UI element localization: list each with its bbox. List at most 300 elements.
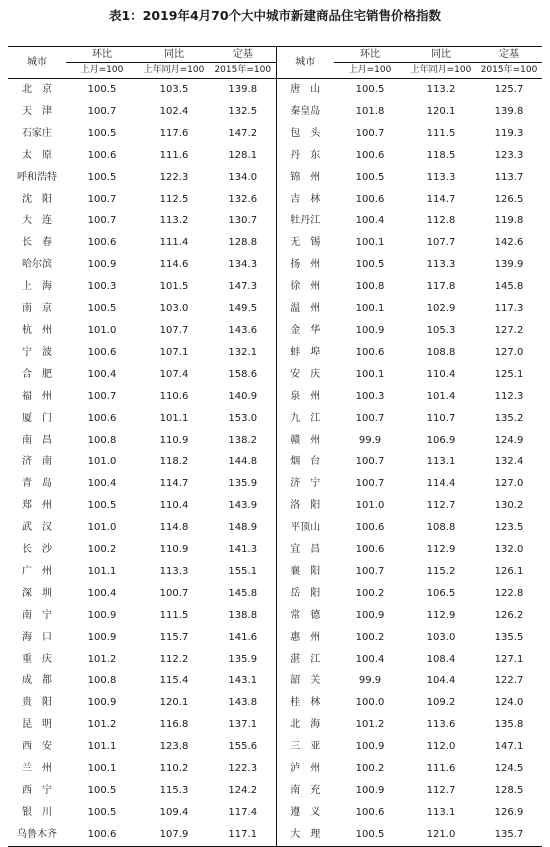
- right-base-cell: 125.1: [494, 368, 524, 380]
- left-yoy-cell: 114.6: [159, 259, 189, 271]
- right-yoy-cell: 110.4: [426, 368, 456, 380]
- header-city-left: 城市: [8, 47, 66, 79]
- left-city-cell: 上 海: [22, 281, 52, 293]
- right-base-cell: 113.7: [494, 171, 524, 183]
- table-row: [8, 780, 542, 802]
- header-mom-right: 环比: [334, 47, 406, 63]
- right-mom-cell: 100.4: [355, 653, 385, 665]
- right-yoy-cell: 102.9: [426, 303, 456, 315]
- right-base-cell: 122.8: [494, 587, 524, 599]
- right-yoy-cell: 112.9: [426, 609, 456, 621]
- left-mom-cell: 100.4: [87, 478, 117, 490]
- right-base-cell: 147.1: [494, 741, 524, 753]
- right-mom-cell: 100.5: [355, 171, 385, 183]
- right-yoy-cell: 117.8: [426, 281, 456, 293]
- right-city-cell: 三 亚: [276, 736, 334, 758]
- header-yoy-sub-right: 上年同月=100: [406, 63, 476, 79]
- right-yoy-cell: 109.2: [426, 697, 456, 709]
- right-base-cell: 124.9: [494, 434, 524, 446]
- right-mom-cell: 100.7: [355, 565, 385, 577]
- right-yoy-cell: 112.0: [426, 741, 456, 753]
- right-base-cell: 139.9: [494, 259, 524, 271]
- right-mom-cell: 100.0: [355, 697, 385, 709]
- table-row: [8, 824, 542, 846]
- left-yoy-cell: 102.4: [159, 105, 189, 117]
- table-row: [8, 276, 542, 298]
- left-mom-cell: 100.3: [87, 281, 117, 293]
- left-mom-cell: 100.7: [87, 193, 117, 205]
- right-base-cell: 119.8: [494, 215, 524, 227]
- right-mom-cell: 101.0: [355, 500, 385, 512]
- table-row: [8, 232, 542, 254]
- right-city-cell: 遵 义: [276, 802, 334, 824]
- left-base-cell: 134.3: [228, 259, 258, 271]
- right-city-cell: 常 德: [276, 605, 334, 627]
- left-city-cell: 昆 明: [22, 719, 52, 731]
- left-yoy-cell: 110.2: [159, 763, 189, 775]
- left-mom-cell: 101.0: [87, 456, 117, 468]
- right-mom-cell: 100.6: [355, 522, 385, 534]
- right-mom-cell: 100.6: [355, 544, 385, 556]
- table-row: [8, 145, 542, 167]
- right-yoy-cell: 115.2: [426, 565, 456, 577]
- right-city-cell: 桂 林: [276, 692, 334, 714]
- left-yoy-cell: 110.9: [159, 434, 189, 446]
- table-row: [8, 670, 542, 692]
- left-base-cell: 158.6: [228, 368, 258, 380]
- right-base-cell: 135.7: [476, 824, 542, 846]
- right-mom-cell: 100.9: [355, 324, 385, 336]
- table-row: [8, 736, 542, 758]
- left-yoy-cell: 110.4: [159, 500, 189, 512]
- table-row: [8, 298, 542, 320]
- left-base-cell: 134.0: [228, 171, 258, 183]
- right-yoy-cell: 106.5: [426, 587, 456, 599]
- right-base-cell: 125.7: [494, 84, 524, 95]
- right-yoy-cell: 112.7: [426, 785, 456, 796]
- table-row: [8, 320, 542, 342]
- left-base-cell: 132.1: [228, 346, 258, 358]
- left-city-cell: 贵 阳: [22, 697, 52, 709]
- left-city-cell: 宁 波: [22, 346, 52, 358]
- table-row: [8, 605, 542, 627]
- left-base-cell: 138.2: [228, 434, 258, 446]
- left-base-cell: 147.2: [228, 127, 258, 139]
- header-yoy-right: 同比: [406, 47, 476, 63]
- left-base-cell: 153.0: [228, 412, 258, 424]
- table-row: [8, 758, 542, 780]
- left-yoy-cell: 116.8: [159, 719, 189, 731]
- left-city-cell: 郑 州: [22, 500, 52, 512]
- left-city-cell: 呼和浩特: [17, 171, 57, 183]
- right-base-cell: 135.8: [494, 719, 524, 731]
- right-city-cell: 秦皇岛: [276, 101, 334, 123]
- right-yoy-cell: 114.7: [426, 193, 456, 205]
- right-mom-cell: 100.9: [355, 609, 385, 621]
- right-mom-cell: 100.1: [355, 237, 385, 249]
- table-row: [8, 539, 542, 561]
- right-mom-cell: 100.1: [355, 303, 385, 315]
- right-city-cell: 岳 阳: [276, 583, 334, 605]
- right-yoy-cell: 103.0: [426, 631, 456, 643]
- right-yoy-cell: 108.8: [426, 522, 456, 534]
- right-base-cell: 128.5: [494, 785, 524, 796]
- left-city-cell: 长 春: [22, 237, 52, 249]
- left-base-cell: 128.8: [228, 237, 258, 249]
- left-mom-cell: 100.7: [87, 215, 117, 227]
- table-row: [8, 364, 542, 386]
- right-mom-cell: 99.9: [358, 434, 382, 446]
- left-yoy-cell: 110.9: [159, 544, 189, 556]
- right-city-cell: 襄 阳: [276, 561, 334, 583]
- left-mom-cell: 100.9: [87, 631, 117, 643]
- left-yoy-cell: 123.8: [159, 741, 189, 753]
- left-yoy-cell: 109.4: [159, 806, 189, 818]
- right-city-cell: 蚌 埠: [276, 342, 334, 364]
- right-mom-cell: 100.9: [355, 741, 385, 753]
- left-base-cell: 143.9: [228, 500, 258, 512]
- left-yoy-cell: 107.4: [159, 368, 189, 380]
- left-yoy-cell: 111.4: [159, 237, 189, 249]
- left-yoy-cell: 107.9: [138, 824, 210, 846]
- left-mom-cell: 100.4: [87, 587, 117, 599]
- left-yoy-cell: 115.7: [159, 631, 189, 643]
- left-base-cell: 122.3: [228, 763, 258, 775]
- left-base-cell: 138.8: [228, 609, 258, 621]
- right-city-cell: 唐 山: [276, 79, 334, 101]
- right-mom-cell: 99.9: [358, 675, 382, 687]
- right-city-cell: 徐 州: [276, 276, 334, 298]
- left-base-cell: 145.8: [228, 587, 258, 599]
- table-row: [8, 495, 542, 517]
- right-base-cell: 130.2: [494, 500, 524, 512]
- right-base-cell: 132.4: [494, 456, 524, 468]
- left-city-cell: 太 原: [22, 149, 52, 161]
- right-yoy-cell: 112.8: [426, 215, 456, 227]
- left-base-cell: 155.1: [228, 565, 258, 577]
- left-mom-cell: 100.5: [87, 500, 117, 512]
- right-mom-cell: 100.6: [355, 149, 385, 161]
- right-mom-cell: 100.2: [355, 763, 385, 775]
- left-base-cell: 137.1: [228, 719, 258, 731]
- left-mom-cell: 100.7: [87, 390, 117, 402]
- right-city-cell: 牡丹江: [276, 210, 334, 232]
- left-base-cell: 139.8: [228, 84, 258, 95]
- table-row: [8, 189, 542, 211]
- left-yoy-cell: 115.4: [159, 675, 189, 687]
- left-mom-cell: 100.5: [87, 785, 117, 796]
- left-yoy-cell: 113.2: [159, 215, 189, 227]
- right-base-cell: 119.3: [494, 127, 524, 139]
- right-mom-cell: 100.4: [355, 215, 385, 227]
- left-base-cell: 117.4: [228, 806, 258, 818]
- right-city-cell: 锦 州: [276, 167, 334, 189]
- right-yoy-cell: 113.1: [426, 806, 456, 818]
- table-row: [8, 627, 542, 649]
- right-city-cell: 济 宁: [276, 473, 334, 495]
- right-yoy-cell: 110.7: [426, 412, 456, 424]
- right-base-cell: 132.0: [494, 544, 524, 556]
- right-yoy-cell: 101.4: [426, 390, 456, 402]
- right-city-cell: 洛 阳: [276, 495, 334, 517]
- left-city-cell: 青 岛: [22, 478, 52, 490]
- right-yoy-cell: 118.5: [426, 149, 456, 161]
- right-yoy-cell: 112.7: [426, 500, 456, 512]
- table-row: [8, 210, 542, 232]
- right-base-cell: 127.2: [494, 324, 524, 336]
- left-city-cell: 深 圳: [22, 587, 52, 599]
- right-city-cell: 包 头: [276, 123, 334, 145]
- left-base-cell: 143.6: [228, 324, 258, 336]
- right-yoy-cell: 114.4: [426, 478, 456, 490]
- left-yoy-cell: 110.6: [159, 390, 189, 402]
- header-mom-left: 环比: [66, 47, 138, 63]
- table-row: [8, 473, 542, 495]
- right-mom-cell: 100.8: [355, 281, 385, 293]
- right-mom-cell: 100.2: [355, 587, 385, 599]
- table-row: [8, 386, 542, 408]
- left-yoy-cell: 101.1: [159, 412, 189, 424]
- right-mom-cell: 100.7: [355, 478, 385, 490]
- left-city-cell: 南 昌: [22, 434, 52, 446]
- right-city-cell: 宜 昌: [276, 539, 334, 561]
- table-row: [8, 451, 542, 473]
- right-base-cell: 126.1: [494, 565, 524, 577]
- table-row: [8, 561, 542, 583]
- left-city-cell: 广 州: [22, 565, 52, 577]
- left-base-cell: 130.7: [228, 215, 258, 227]
- left-city-cell: 济 南: [22, 456, 52, 468]
- left-yoy-cell: 107.1: [159, 346, 189, 358]
- header-row-main: [8, 47, 542, 63]
- header-yoy-left: 同比: [138, 47, 210, 63]
- left-base-cell: 143.8: [228, 697, 258, 709]
- right-yoy-cell: 112.9: [426, 544, 456, 556]
- left-mom-cell: 100.5: [87, 171, 117, 183]
- right-yoy-cell: 105.3: [426, 324, 456, 336]
- right-mom-cell: 100.7: [355, 127, 385, 139]
- right-yoy-cell: 113.6: [426, 719, 456, 731]
- left-base-cell: 143.1: [228, 675, 258, 687]
- left-yoy-cell: 113.3: [159, 565, 189, 577]
- left-city-cell: 合 肥: [22, 368, 52, 380]
- right-mom-cell: 100.3: [355, 390, 385, 402]
- left-base-cell: 141.6: [228, 631, 258, 643]
- left-city-cell: 海 口: [22, 631, 52, 643]
- left-mom-cell: 101.1: [87, 565, 117, 577]
- table-row: [8, 342, 542, 364]
- left-city-cell: 南 宁: [22, 609, 52, 621]
- left-mom-cell: 100.9: [87, 259, 117, 271]
- left-mom-cell: 100.7: [87, 105, 117, 117]
- left-city-cell: 石家庄: [22, 127, 52, 139]
- right-city-cell: 丹 东: [276, 145, 334, 167]
- right-base-cell: 126.9: [494, 806, 524, 818]
- left-base-cell: 155.6: [228, 741, 258, 753]
- right-base-cell: 127.0: [494, 346, 524, 358]
- right-mom-cell: 101.2: [355, 719, 385, 731]
- table-row: [8, 408, 542, 430]
- left-yoy-cell: 118.2: [159, 456, 189, 468]
- table-row: [8, 802, 542, 824]
- left-yoy-cell: 122.3: [159, 171, 189, 183]
- right-mom-cell: 100.7: [355, 456, 385, 468]
- left-yoy-cell: 114.8: [159, 522, 189, 534]
- left-yoy-cell: 117.6: [159, 127, 189, 139]
- right-city-cell: 温 州: [276, 298, 334, 320]
- left-city-cell: 成 都: [22, 675, 52, 687]
- left-yoy-cell: 120.1: [159, 697, 189, 709]
- left-city-cell: 西 宁: [22, 785, 52, 796]
- left-mom-cell: 101.0: [87, 522, 117, 534]
- left-mom-cell: 100.9: [87, 609, 117, 621]
- table-row: [8, 430, 542, 452]
- header-base-sub-left: 2015年=100: [210, 63, 276, 79]
- right-mom-cell: 100.2: [355, 631, 385, 643]
- right-mom-cell: 100.1: [355, 368, 385, 380]
- left-mom-cell: 101.1: [87, 741, 117, 753]
- left-mom-cell: 100.5: [87, 127, 117, 139]
- right-city-cell: 扬 州: [276, 254, 334, 276]
- right-yoy-cell: 113.2: [426, 84, 456, 95]
- left-base-cell: 117.1: [210, 824, 276, 846]
- left-yoy-cell: 111.6: [159, 149, 189, 161]
- right-city-cell: 吉 林: [276, 189, 334, 211]
- left-city-cell: 沈 阳: [22, 193, 52, 205]
- header-base-sub-right: 2015年=100: [476, 63, 542, 79]
- left-mom-cell: 100.5: [87, 303, 117, 315]
- left-mom-cell: 100.1: [87, 763, 117, 775]
- left-city-cell: 哈尔滨: [22, 259, 52, 271]
- right-city-cell: 北 海: [276, 714, 334, 736]
- right-mom-cell: 100.5: [355, 84, 385, 95]
- left-base-cell: 135.9: [228, 653, 258, 665]
- right-base-cell: 112.3: [494, 390, 524, 402]
- right-base-cell: 122.7: [494, 675, 524, 687]
- left-base-cell: 144.8: [228, 456, 258, 468]
- right-city-cell: 九 江: [276, 408, 334, 430]
- table-row: [8, 583, 542, 605]
- table-row: [8, 692, 542, 714]
- left-city-cell: 大 连: [22, 215, 52, 227]
- right-city-cell: 平顶山: [276, 517, 334, 539]
- left-mom-cell: 100.5: [87, 806, 117, 818]
- right-base-cell: 117.3: [494, 303, 524, 315]
- right-base-cell: 123.5: [494, 522, 524, 534]
- left-base-cell: 149.5: [228, 303, 258, 315]
- right-city-cell: 赣 州: [276, 430, 334, 452]
- left-mom-cell: 100.6: [87, 412, 117, 424]
- right-yoy-cell: 107.7: [426, 237, 456, 249]
- left-yoy-cell: 100.7: [159, 587, 189, 599]
- right-city-cell: 惠 州: [276, 627, 334, 649]
- header-city-right: 城市: [276, 47, 334, 79]
- left-city-cell: 南 京: [22, 303, 52, 315]
- left-mom-cell: 101.2: [87, 719, 117, 731]
- right-yoy-cell: 113.3: [426, 259, 456, 271]
- left-base-cell: 147.3: [228, 281, 258, 293]
- right-yoy-cell: 111.6: [426, 763, 456, 775]
- right-yoy-cell: 120.1: [426, 105, 456, 117]
- left-yoy-cell: 115.3: [159, 785, 189, 796]
- right-base-cell: 135.5: [494, 631, 524, 643]
- left-mom-cell: 100.5: [87, 84, 117, 95]
- left-mom-cell: 100.6: [87, 237, 117, 249]
- right-mom-cell: 101.8: [355, 105, 385, 117]
- left-base-cell: 132.5: [228, 105, 258, 117]
- right-yoy-cell: 104.4: [426, 675, 456, 687]
- left-mom-cell: 100.6: [87, 149, 117, 161]
- left-city-cell: 乌鲁木齐: [8, 824, 66, 846]
- left-mom-cell: 100.6: [87, 346, 117, 358]
- left-yoy-cell: 112.2: [159, 653, 189, 665]
- table-title: 表1：2019年4月70个大中城市新建商品住宅销售价格指数: [108, 8, 442, 23]
- header-mom-sub-right: 上月=100: [334, 63, 406, 79]
- left-mom-cell: 100.6: [66, 824, 138, 846]
- left-city-cell: 北 京: [22, 84, 52, 95]
- right-base-cell: 126.5: [494, 193, 524, 205]
- table-row: [8, 714, 542, 736]
- left-base-cell: 124.2: [228, 785, 258, 796]
- right-city-cell: 大 理: [276, 824, 334, 846]
- right-mom-cell: 100.9: [355, 785, 385, 796]
- header-mom-sub-left: 上月=100: [66, 63, 138, 79]
- table-row: [8, 167, 542, 189]
- price-index-table: [8, 46, 542, 847]
- right-base-cell: 126.2: [494, 609, 524, 621]
- right-mom-cell: 100.5: [355, 259, 385, 271]
- left-city-cell: 福 州: [22, 390, 52, 402]
- left-base-cell: 141.3: [228, 544, 258, 556]
- right-base-cell: 145.8: [494, 281, 524, 293]
- right-yoy-cell: 113.3: [426, 171, 456, 183]
- left-mom-cell: 101.2: [87, 653, 117, 665]
- left-mom-cell: 100.9: [87, 697, 117, 709]
- left-base-cell: 128.1: [228, 149, 258, 161]
- left-base-cell: 135.9: [228, 478, 258, 490]
- right-city-cell: 烟 台: [276, 451, 334, 473]
- header-base-left: 定基: [210, 47, 276, 63]
- right-base-cell: 142.6: [494, 237, 524, 249]
- right-base-cell: 139.8: [494, 105, 524, 117]
- right-mom-cell: 100.6: [355, 346, 385, 358]
- left-yoy-cell: 111.5: [159, 609, 189, 621]
- right-yoy-cell: 106.9: [426, 434, 456, 446]
- right-mom-cell: 100.5: [334, 824, 406, 846]
- left-city-cell: 长 沙: [22, 544, 52, 556]
- table-row: [8, 79, 542, 101]
- left-yoy-cell: 107.7: [159, 324, 189, 336]
- table-row: [8, 101, 542, 123]
- header-yoy-sub-left: 上年同月=100: [138, 63, 210, 79]
- right-base-cell: 127.0: [494, 478, 524, 490]
- right-yoy-cell: 111.5: [426, 127, 456, 139]
- left-mom-cell: 100.8: [87, 675, 117, 687]
- left-yoy-cell: 114.7: [159, 478, 189, 490]
- right-yoy-cell: 108.8: [426, 346, 456, 358]
- header-base-right: 定基: [476, 47, 542, 63]
- left-yoy-cell: 103.0: [159, 303, 189, 315]
- left-mom-cell: 100.4: [87, 368, 117, 380]
- left-base-cell: 132.6: [228, 193, 258, 205]
- right-city-cell: 泉 州: [276, 386, 334, 408]
- left-yoy-cell: 101.5: [159, 281, 189, 293]
- right-base-cell: 135.2: [494, 412, 524, 424]
- left-city-cell: 西 安: [22, 741, 52, 753]
- left-mom-cell: 100.8: [87, 434, 117, 446]
- right-city-cell: 湛 江: [276, 649, 334, 671]
- right-city-cell: 无 锡: [276, 232, 334, 254]
